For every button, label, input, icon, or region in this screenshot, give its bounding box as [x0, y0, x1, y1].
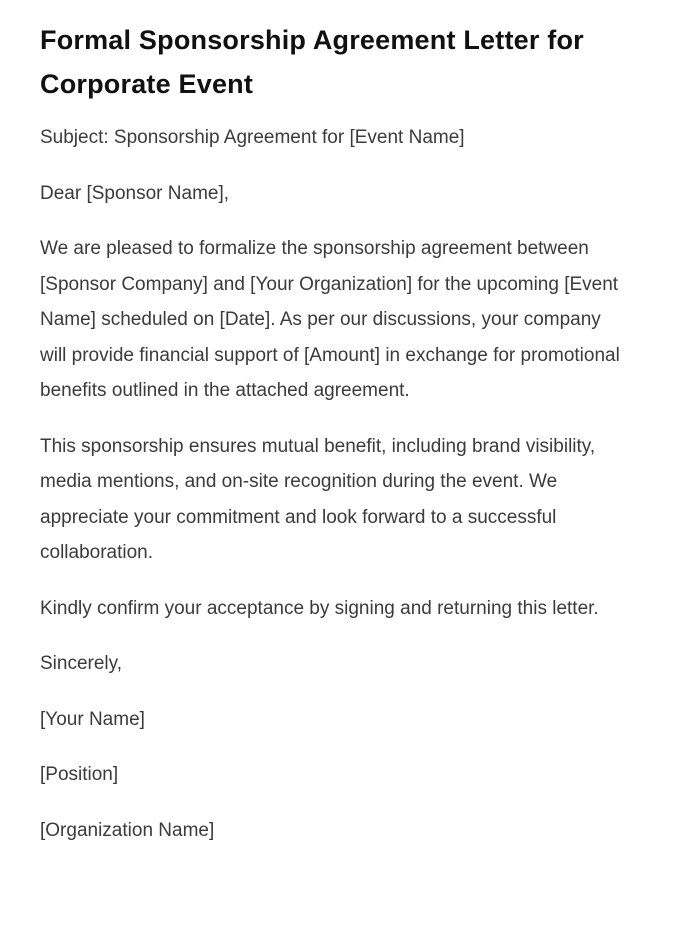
salutation: Dear [Sponsor Name],: [40, 182, 230, 204]
signature-organization: [Organization Name]: [40, 819, 215, 841]
closing-request: Kindly confirm your acceptance by signing and returning this letter.: [40, 597, 599, 619]
body-paragraph-2: This sponsorship ensures mutual benefit, including brand visibility, media mentions, and on-site recognition during the event. We appreciate your commitment and look forward to a successful collaboration.: [40, 435, 596, 563]
page-title: Formal Sponsorship Agreement Letter for Corporate Event: [40, 25, 584, 99]
signature-position: [Position]: [40, 764, 119, 785]
signature-name: [Your Name]: [40, 708, 145, 730]
subject-line: Subject: Sponsorship Agreement for [Event Name]: [40, 127, 465, 148]
letter-document: [40, 18, 630, 848]
sign-off: Sincerely,: [40, 653, 123, 674]
body-paragraph-1: We are pleased to formalize the sponsorship agreement between [Sponsor Company] and [Your Organization] for the upcoming [Event Name] scheduled on [Date]. As per our discussions, your company will provide financial support of [Amount] in exchange for promotional benefits outlined in the attached agreement.: [40, 238, 620, 401]
